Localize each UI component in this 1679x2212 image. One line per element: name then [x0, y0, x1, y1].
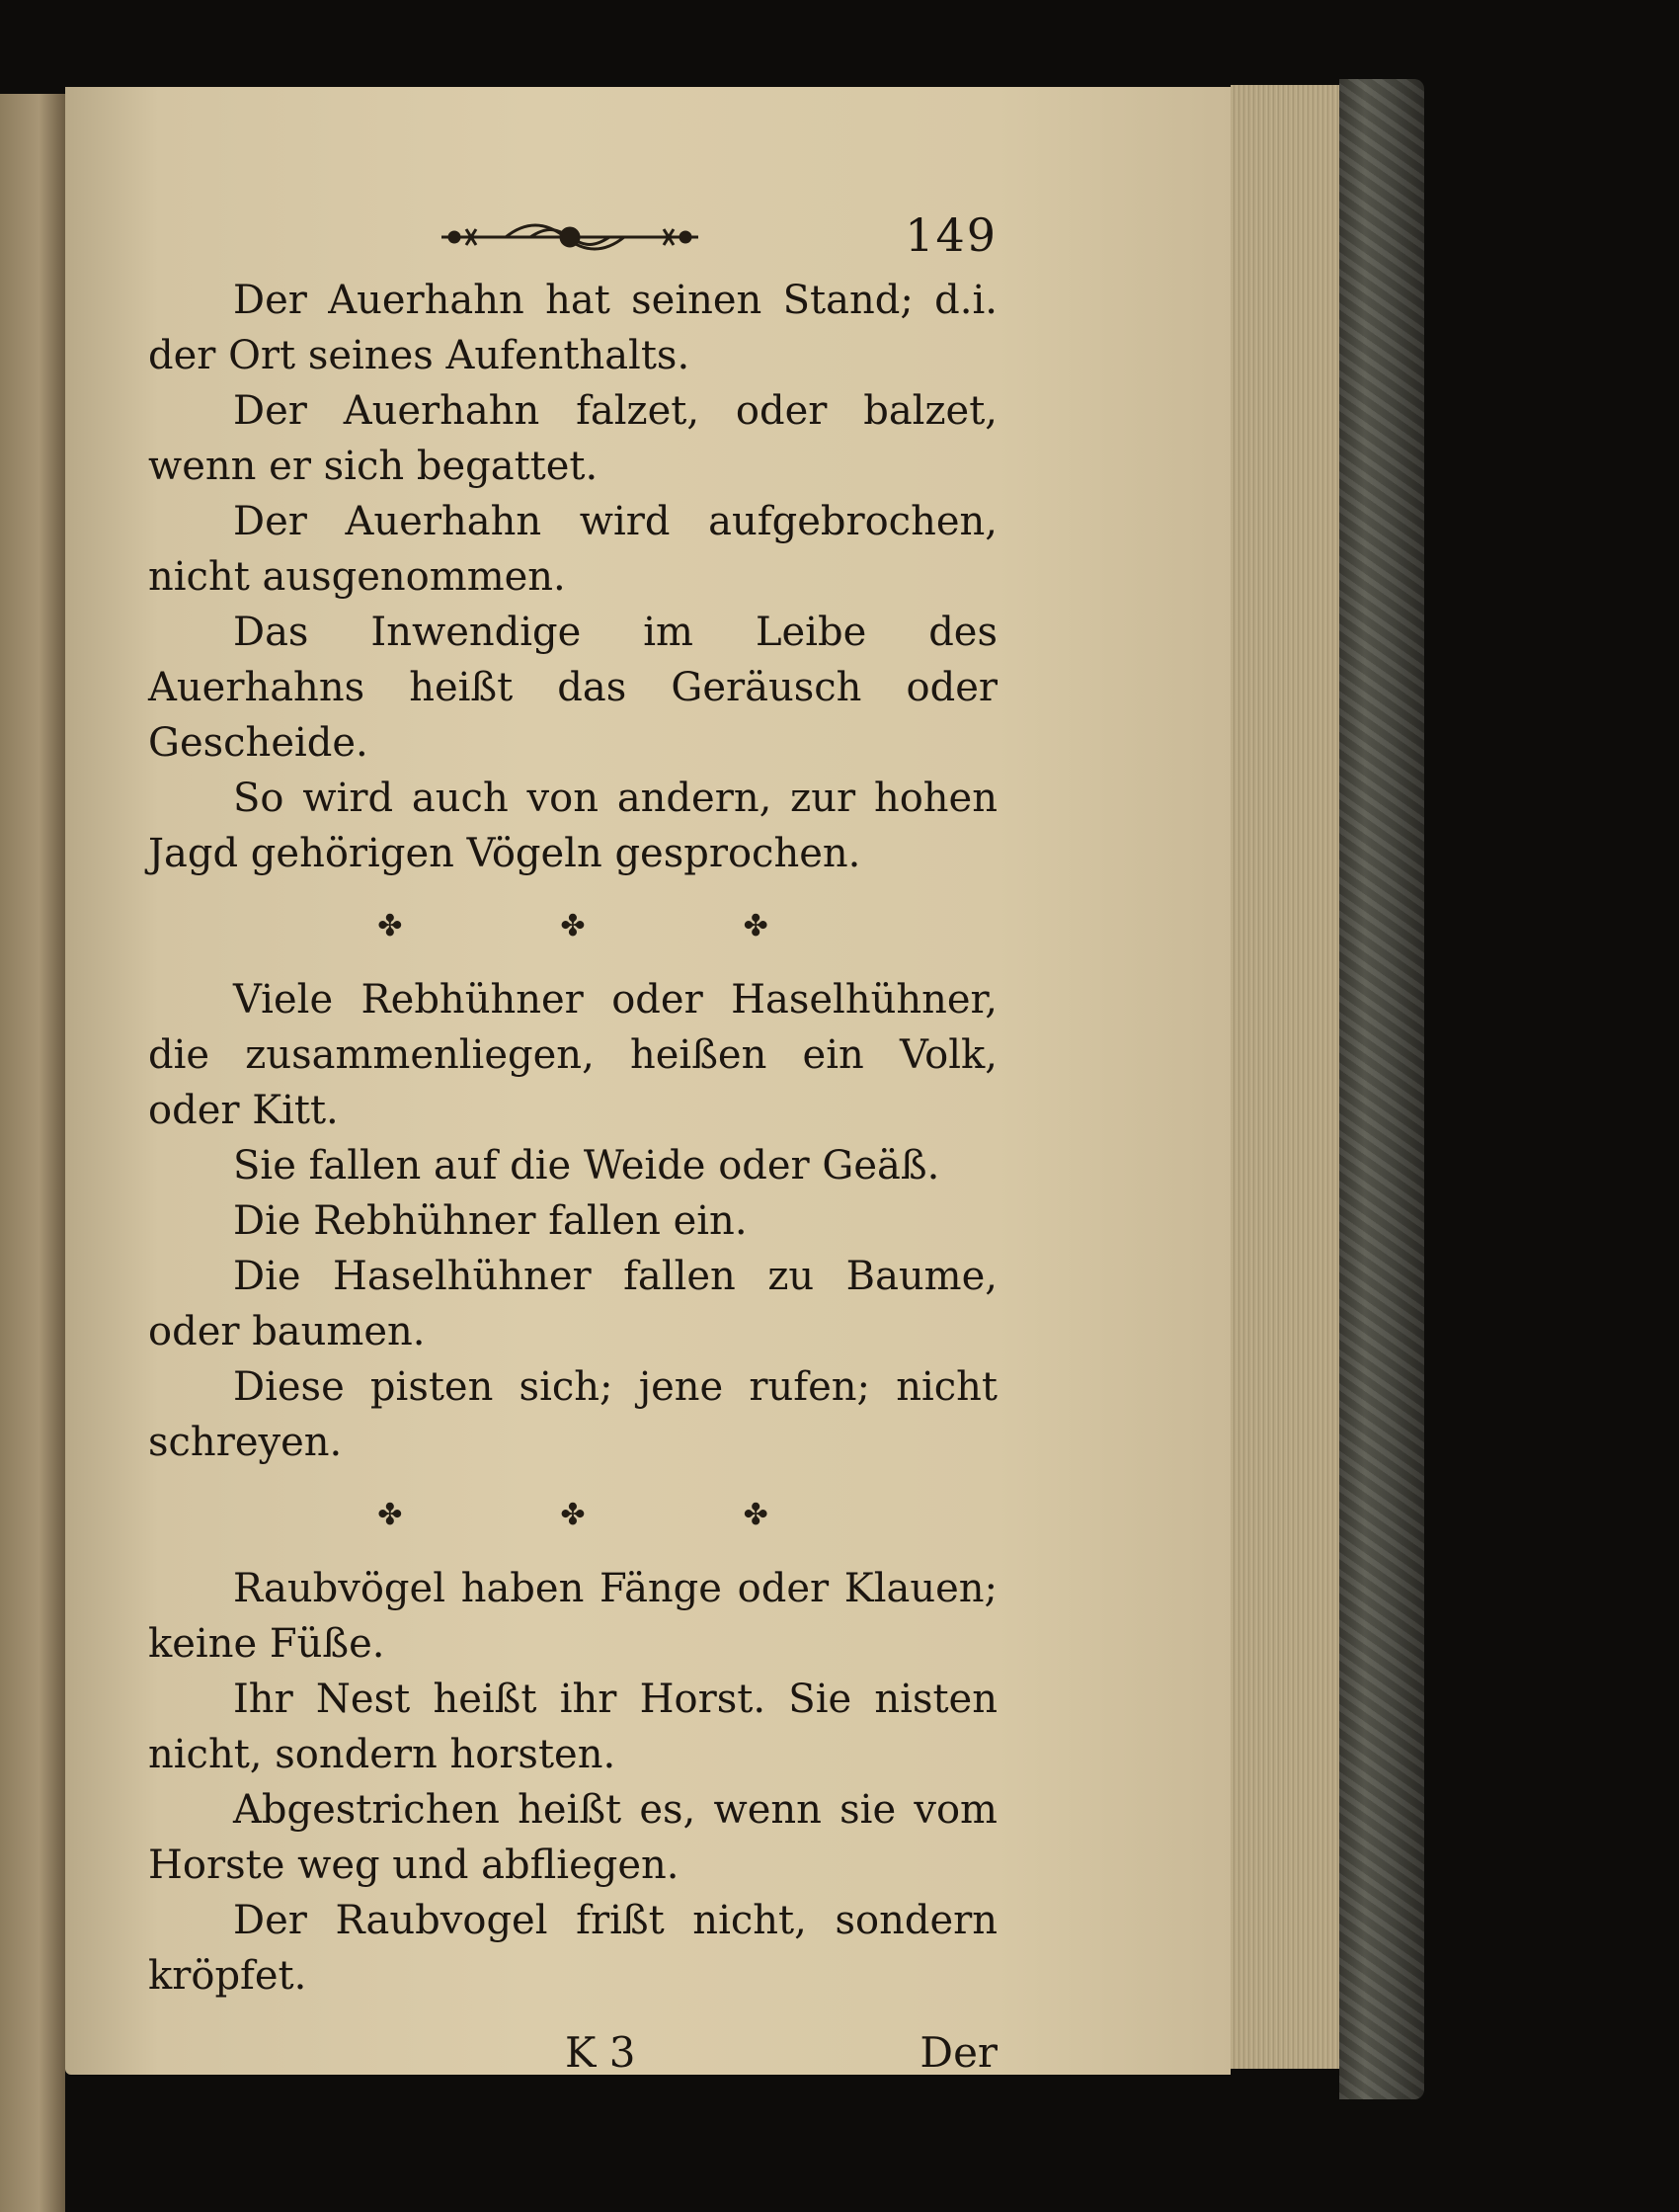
asterism-icon: ✤ — [560, 909, 586, 943]
page-footer — [148, 2025, 998, 2085]
paragraph: Der Raubvogel frißt nicht, sondern kröpfet. — [148, 1898, 998, 1999]
paragraph: Diese pisten sich; jene rufen; nicht schreyen. — [148, 1364, 998, 1465]
left-page-edge — [0, 94, 65, 2212]
section-separator — [148, 895, 998, 958]
signature-mark: K 3 — [565, 2028, 636, 2077]
section-raubvoegel — [148, 1561, 998, 2004]
header-ornament — [437, 217, 703, 257]
paragraph: Raubvögel haben Fänge oder Klauen; keine Füße. — [148, 1566, 998, 1667]
page-header — [148, 207, 998, 267]
book-cover — [1339, 79, 1424, 2099]
paragraph: Der Auerhahn wird aufgebrochen, nicht ausgenommen. — [148, 499, 998, 600]
asterism-icon: ✤ — [560, 1498, 586, 1532]
paragraph: So wird auch von andern, zur hohen Jagd gehörigen Vögeln gesprochen. — [148, 776, 998, 876]
paragraph: Die Rebhühner fallen ein. — [233, 1198, 748, 1244]
page-number: 149 — [905, 208, 998, 262]
paragraph: Sie fallen auf die Weide oder Geäß. — [233, 1143, 940, 1188]
catchword: Der — [919, 2028, 998, 2077]
text-block — [148, 207, 998, 2085]
section-separator — [148, 1484, 998, 1547]
paragraph: Der Auerhahn falzet, oder balzet, wenn er sich begattet. — [148, 388, 998, 489]
asterism-icon: ✤ — [377, 909, 403, 943]
paragraph: Abgestrichen heißt es, wenn sie vom Horste weg und abfliegen. — [148, 1787, 998, 1888]
paragraph: Die Haselhühner fallen zu Baume, oder baumen. — [148, 1254, 998, 1354]
asterism-icon: ✤ — [377, 1498, 403, 1532]
paragraph: Ihr Nest heißt ihr Horst. Sie nisten nicht, sondern horsten. — [148, 1677, 998, 1777]
asterism-icon: ✤ — [743, 909, 768, 943]
asterism-icon: ✤ — [743, 1498, 768, 1532]
paragraph: Das Inwendige im Leibe des Auerhahns heißt das Geräusch oder Gescheide. — [148, 610, 998, 766]
section-auerhahn — [148, 273, 998, 881]
section-rebhuehner — [148, 972, 998, 1470]
paragraph: Der Auerhahn hat seinen Stand; d.i. der Ort seines Aufenthalts. — [148, 278, 998, 378]
page-block-edge — [1231, 85, 1339, 2069]
paragraph: Viele Rebhühner oder Haselhühner, die zusammenliegen, heißen ein Volk, oder Kitt. — [148, 977, 998, 1133]
